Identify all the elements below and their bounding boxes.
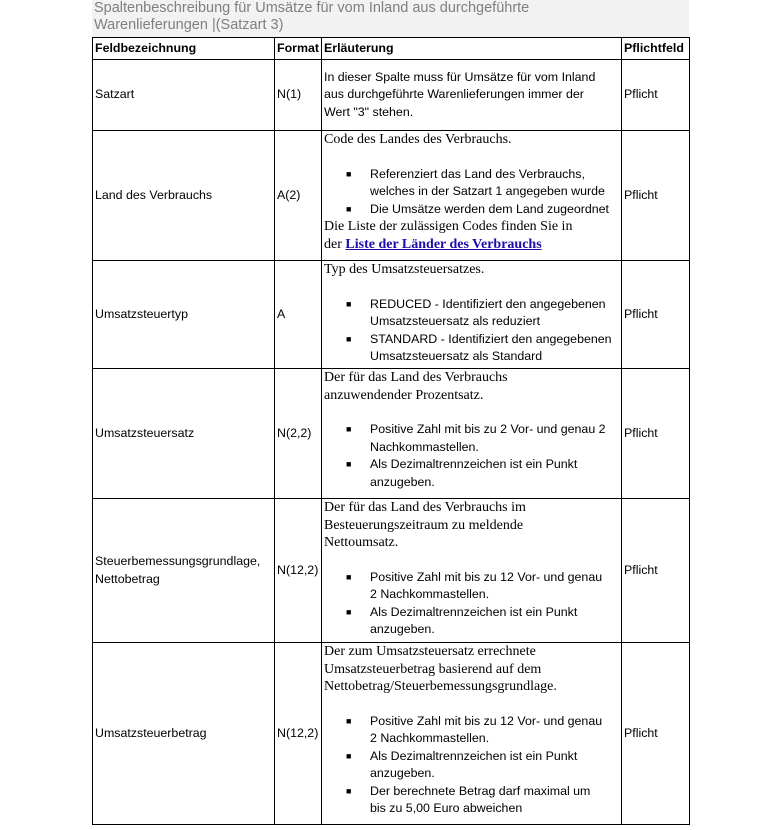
heading-line-2: Warenlieferungen |(Satzart 3): [94, 17, 284, 33]
table-row: [93, 131, 690, 261]
desc-line: Wert "3" stehen.: [324, 104, 414, 119]
field-spec-table: [92, 37, 690, 825]
table-header-row: [93, 38, 690, 60]
bullet-list: [324, 713, 619, 818]
bullet-list: [324, 166, 619, 219]
field-description: [322, 369, 622, 499]
field-format: A(2): [275, 131, 322, 261]
list-item: ■ Referenziert das Land des Verbrauchs, welches in der Satzart 1 angegeben wurde: [346, 166, 605, 198]
field-description: [322, 499, 622, 643]
desc-intro: Der für das Land des Verbrauchs im: [324, 500, 526, 515]
field-required: Pflicht: [622, 60, 690, 131]
header-pflichtfeld: Pflichtfeld: [622, 38, 690, 60]
desc-line: In dieser Spalte muss für Umsätze für vom Inland: [324, 69, 596, 84]
list-item: ■ Positive Zahl mit bis zu 2 Vor- und genau 2 Nachkommastellen.: [346, 422, 606, 454]
bullet-list: [324, 421, 619, 491]
header-feldbezeichnung: Feldbezeichnung: [93, 38, 275, 60]
field-name-line: Steuerbemessungsgrundlage,: [95, 554, 261, 568]
desc-line: aus durchgeführte Warenlieferungen immer der: [324, 87, 584, 102]
desc-intro: Typ des Umsatzsteuersatzes.: [324, 262, 485, 277]
header-erlaeuterung: Erläuterung: [322, 38, 622, 60]
table-row: [93, 369, 690, 499]
table-row: [93, 643, 690, 825]
list-item: ■ REDUCED - Identifiziert den angegebenen Umsatzsteuersatz als reduziert: [346, 296, 606, 328]
list-item: ■ Die Umsätze werden dem Land zugeordnet: [346, 201, 609, 216]
countries-list-link[interactable]: Liste der Länder des Verbrauchs: [345, 236, 542, 252]
field-description: [322, 643, 622, 825]
field-format: N(1): [275, 60, 322, 131]
field-name: Umsatzsteuertyp: [93, 261, 275, 369]
field-name-line: Nettobetrag: [95, 571, 160, 586]
desc-intro: Nettoumsatz.: [324, 535, 399, 550]
field-format: N(12,2): [275, 499, 322, 643]
list-item: ■ Positive Zahl mit bis zu 12 Vor- und genau 2 Nachkommastellen.: [346, 569, 603, 601]
list-item: ■ Als Dezimaltrennzeichen ist ein Punkt anzugeben.: [346, 748, 578, 780]
header-format: Format: [275, 38, 322, 60]
field-name: Umsatzsteuersatz: [93, 369, 275, 499]
desc-intro: Code des Landes des Verbrauchs.: [324, 132, 512, 147]
field-format: N(12,2): [275, 643, 322, 825]
desc-outro: Die Liste der zulässigen Codes finden Sie in: [324, 219, 573, 234]
field-required: Pflicht: [622, 643, 690, 825]
section-heading: [92, 0, 689, 38]
list-item: ■ Als Dezimaltrennzeichen ist ein Punkt anzugeben.: [346, 457, 578, 489]
desc-intro: Der für das Land des Verbrauchs: [324, 370, 508, 385]
desc-intro: Der zum Umsatzsteuersatz errechnete: [324, 644, 536, 659]
desc-intro: Umsatzsteuerbetrag basierend auf dem: [324, 661, 542, 677]
list-item: ■ Als Dezimaltrennzeichen ist ein Punkt anzugeben.: [346, 604, 578, 636]
field-format: A: [275, 261, 322, 369]
field-format: N(2,2): [275, 369, 322, 499]
table-row: [93, 499, 690, 643]
field-name: Umsatzsteuerbetrag: [93, 643, 275, 825]
desc-intro: Nettobetrag/Steuerbemessungsgrundlage.: [324, 679, 557, 694]
field-name: Land des Verbrauchs: [93, 131, 275, 261]
table-row: [93, 261, 690, 369]
field-description: [322, 131, 622, 261]
bullet-list: [324, 296, 619, 366]
list-item: ■ Positive Zahl mit bis zu 12 Vor- und genau 2 Nachkommastellen.: [346, 713, 603, 745]
heading-line-1: Spaltenbeschreibung für Umsätze für vom Inland aus durchgeführte: [94, 0, 530, 16]
bullet-list: [324, 569, 619, 639]
field-required: Pflicht: [622, 369, 690, 499]
list-item: ■ STANDARD - Identifiziert den angegebenen Umsatzsteuersatz als Standard: [346, 331, 612, 363]
table-row: [93, 60, 690, 131]
field-required: Pflicht: [622, 499, 690, 643]
desc-outro-link-line: der Liste der Länder des Verbrauchs: [324, 236, 542, 252]
field-required: Pflicht: [622, 261, 690, 369]
list-item: ■ Der berechnete Betrag darf maximal um bis zu 5,00 Euro abweichen: [346, 783, 591, 815]
desc-intro: Besteuerungszeitraum zu meldende: [324, 517, 524, 533]
field-name: [93, 499, 275, 643]
field-name: Satzart: [93, 60, 275, 131]
field-description: [322, 60, 622, 131]
field-required: Pflicht: [622, 131, 690, 261]
desc-intro: anzuwendender Prozentsatz.: [324, 387, 484, 403]
field-description: [322, 261, 622, 369]
